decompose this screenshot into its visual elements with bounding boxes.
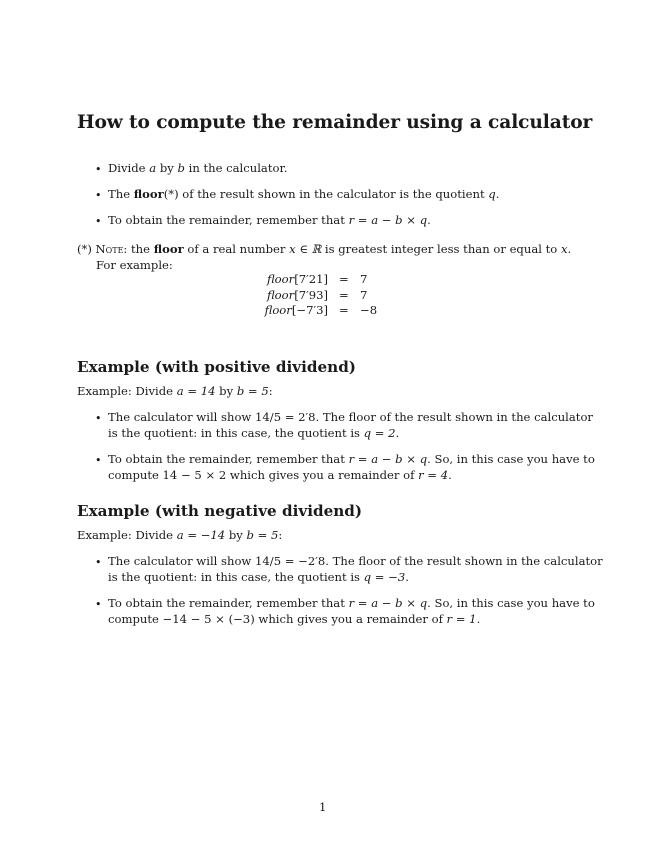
example-positive-bullet-2-line-2: compute 14 − 5 × 2 which gives you a remainder of r = 4. [108,468,452,482]
example-positive-intro: Example: Divide a = 14 by b = 5: [77,384,273,398]
section-heading-negative: Example (with negative dividend) [77,502,363,520]
intro-bullet-3: To obtain the remainder, remember that r = a − b × q. [108,213,431,227]
bullet-dot: • [95,598,102,611]
equation-rel: = [339,288,349,302]
intro-bullet-2: The floor(*) of the result shown in the calculator is the quotient q. [108,187,500,201]
bullet-dot: • [95,556,102,569]
intro-bullet-1: Divide a by b in the calculator. [108,161,288,175]
section-heading-positive: Example (with positive dividend) [77,358,356,376]
example-positive-bullet-1-line-1: The calculator will show 14/5 = 2′8. The floor of the result shown in the calculator [108,410,593,424]
equation-lhs: floor[7′93] [266,288,328,302]
bullet-dot: • [95,215,102,228]
bullet-dot: • [95,163,102,176]
equation-lhs: floor[7′21] [266,272,328,286]
note-line-1: (*) Note: the floor of a real number x ∈ ℝ is greatest integer less than or equal to x. [77,242,572,256]
equation-rel: = [339,303,349,317]
example-positive-bullet-1-line-2: is the quotient: in this case, the quotient is q = 2. [108,426,400,440]
example-negative-intro: Example: Divide a = −14 by b = 5: [77,528,283,542]
example-negative-bullet-2-line-2: compute −14 − 5 × (−3) which gives you a remainder of r = 1. [108,612,481,626]
bullet-dot: • [95,189,102,202]
equation-rhs: 7 [360,288,368,302]
example-negative-bullet-1-line-1: The calculator will show 14/5 = −2′8. The floor of the result shown in the calculator [108,554,603,568]
page-title: How to compute the remainder using a calculator [77,112,593,133]
bullet-dot: • [95,454,102,467]
note-line-2: For example: [96,258,173,272]
equation-rel: = [339,272,349,286]
example-positive-bullet-2-line-1: To obtain the remainder, remember that r = a − b × q. So, in this case you have to [108,452,595,466]
example-negative-bullet-2-line-1: To obtain the remainder, remember that r = a − b × q. So, in this case you have to [108,596,595,610]
equation-rhs: −8 [360,303,378,317]
equation-rhs: 7 [360,272,368,286]
bullet-dot: • [95,412,102,425]
example-negative-bullet-1-line-2: is the quotient: in this case, the quotient is q = −3. [108,570,409,584]
page-number: 1 [319,800,327,814]
equation-lhs: floor[−7′3] [264,303,328,317]
